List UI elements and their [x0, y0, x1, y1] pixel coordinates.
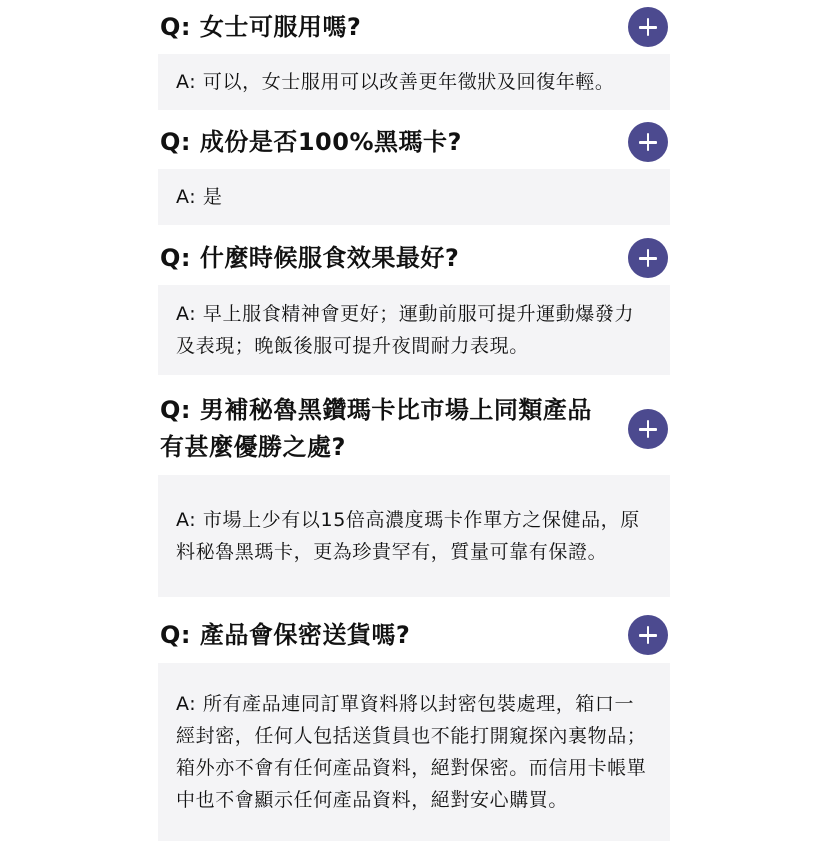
- plus-icon[interactable]: [628, 615, 668, 655]
- answer-text: A: 可以，女士服用可以改善更年徵狀及回復年輕。: [176, 71, 615, 93]
- faq-item: [158, 115, 670, 225]
- answer-text: A: 是: [176, 186, 223, 208]
- plus-icon[interactable]: [628, 409, 668, 449]
- question-text: Q: 什麼時候服食效果最好?: [160, 243, 460, 272]
- faq-answer: [158, 54, 670, 110]
- faq-question[interactable]: [158, 607, 670, 663]
- faq-answer: [158, 169, 670, 225]
- plus-icon[interactable]: [628, 238, 668, 278]
- question-text: Q: 成份是否100%黑瑪卡?: [160, 127, 462, 156]
- answer-text: A: 所有產品連同訂單資料將以封密包裝處理，箱口一經封密，任何人包括送貨員也不能打開窺探內裏物品；箱外亦不會有任何產品資料，絕對保密。而信用卡帳單中也不會顯示任何產品資料，絕對安心購買。: [176, 693, 647, 811]
- question-text: Q: 男補秘魯黑鑽瑪卡比市場上同類產品有甚麼優勝之處?: [160, 396, 592, 461]
- plus-icon[interactable]: [628, 7, 668, 47]
- faq-question[interactable]: [158, 383, 670, 475]
- plus-icon[interactable]: [628, 122, 668, 162]
- faq-answer: [158, 285, 670, 375]
- faq-question[interactable]: [158, 0, 670, 54]
- faq-item: [158, 231, 670, 375]
- faq-answer: [158, 663, 670, 841]
- answer-text: A: 市場上少有以15倍高濃度瑪卡作單方之保健品，原料秘魯黑瑪卡，更為珍貴罕有，質量可靠有保證。: [176, 509, 640, 563]
- faq-question[interactable]: [158, 115, 670, 169]
- faq-question[interactable]: [158, 231, 670, 285]
- question-text: Q: 產品會保密送貨嗎?: [160, 620, 411, 649]
- question-text: Q: 女士可服用嗎?: [160, 12, 362, 41]
- faq-list: [158, 0, 670, 841]
- faq-answer: [158, 475, 670, 597]
- faq-item: [158, 607, 670, 841]
- faq-item: [158, 0, 670, 110]
- faq-item: [158, 383, 670, 597]
- answer-text: A: 早上服食精神會更好；運動前服可提升運動爆發力及表現；晚飯後服可提升夜間耐力表現。: [176, 303, 635, 357]
